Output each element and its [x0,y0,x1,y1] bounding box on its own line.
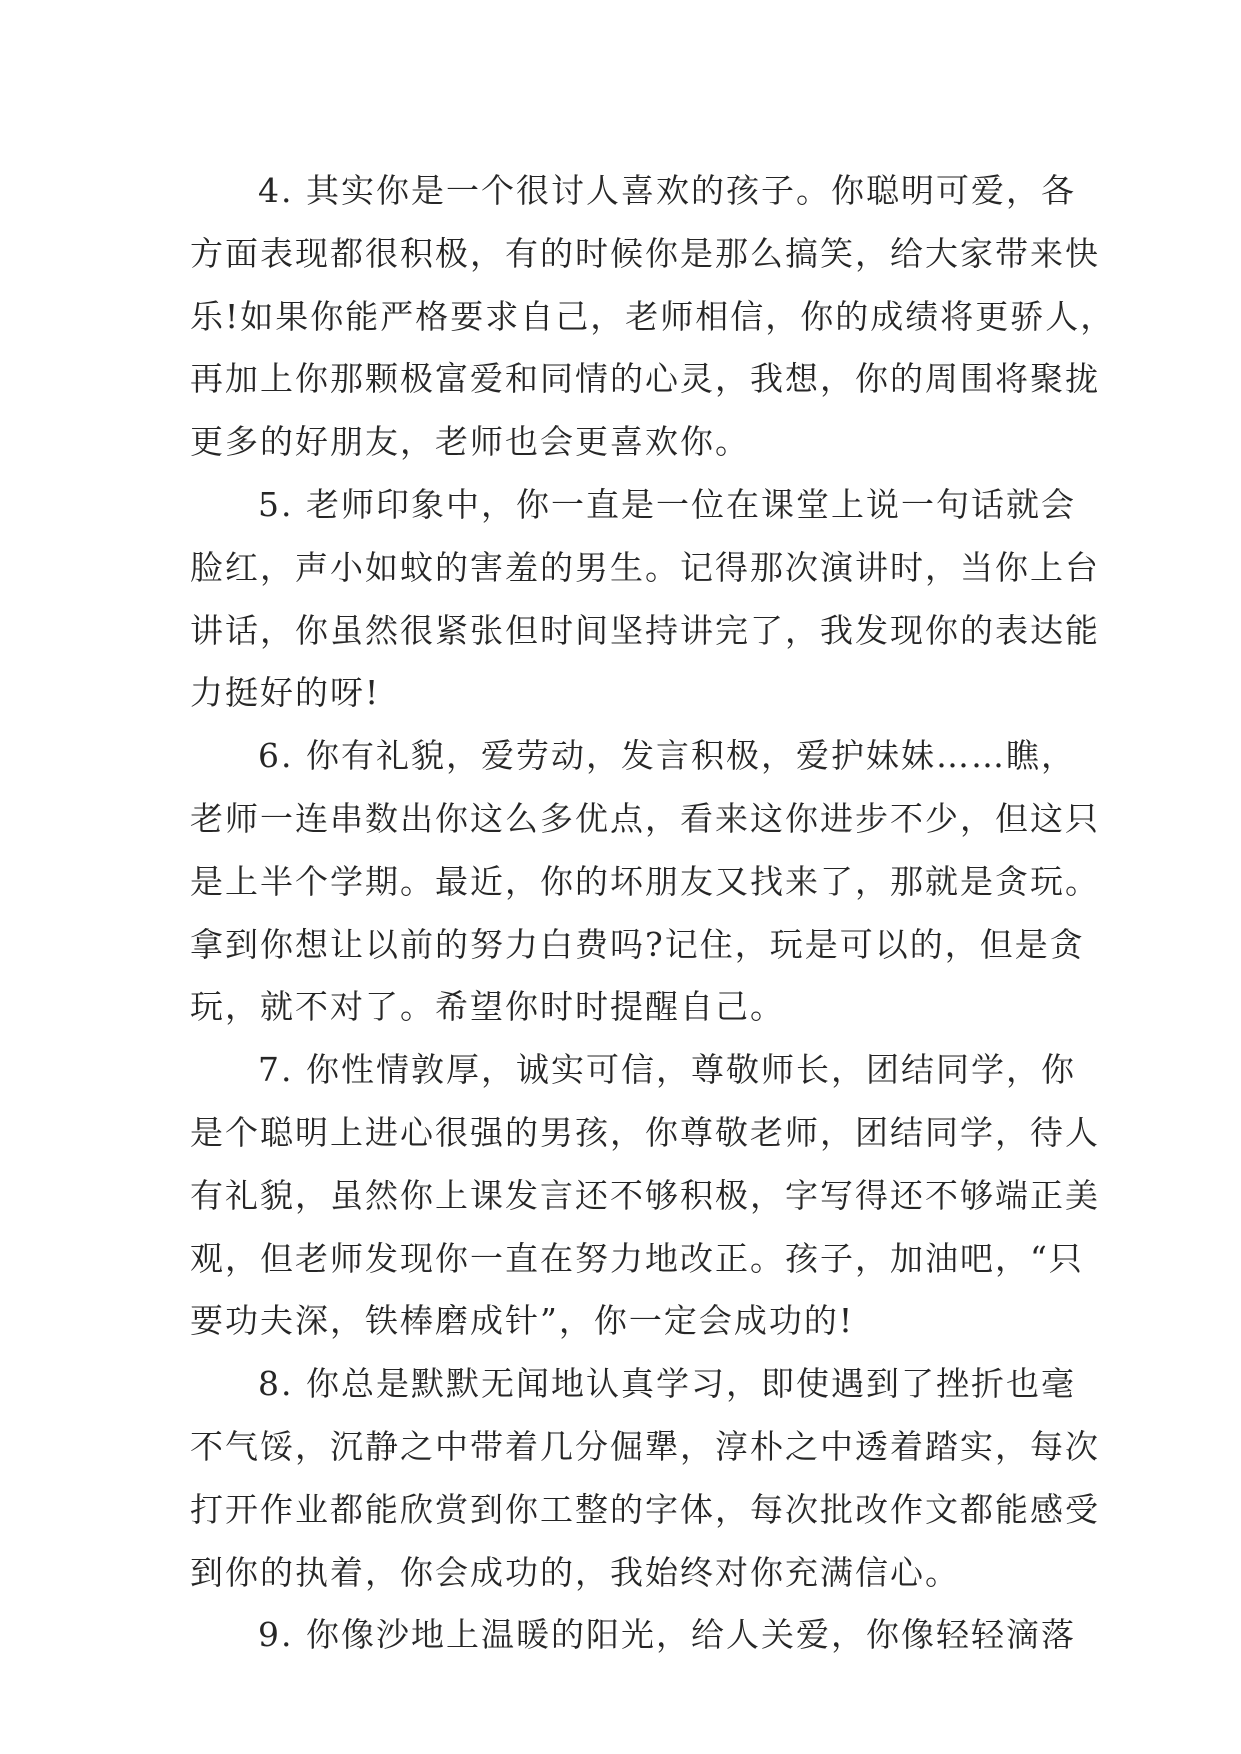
paragraph-line: 再加上你那颗极富爱和同情的心灵，我想，你的周围将聚拢 [190,359,1100,399]
paragraph-line: 4. 其实你是一个很讨人喜欢的孩子。你聪明可爱，各 [258,171,1076,210]
paragraph-line: 不气馁，沉静之中带着几分倔犟，淳朴之中透着踏实，每次 [190,1426,1100,1466]
paragraph-line: 脸红，声小如蚊的害羞的男生。记得那次演讲时，当你上台 [190,547,1100,587]
paragraph-line: 8. 你总是默默无闻地认真学习，即使遇到了挫折也毫 [258,1364,1076,1404]
paragraph-line: 7. 你性情敦厚，诚实可信，尊敬师长，团结同学，你 [258,1050,1076,1090]
paragraph-6 [190,725,1100,1039]
paragraph-line: 力挺好的呀! [190,673,381,713]
paragraph-line: 有礼貌，虽然你上课发言还不够积极，字写得还不够端正美 [190,1175,1100,1215]
paragraph-line: 老师一连串数出你这么多优点，看来这你进步不少，但这只 [190,798,1100,838]
paragraph-line: 玩，就不对了。希望你时时提醒自己。 [190,987,785,1027]
paragraph-line: 讲话，你虽然很紧张但时间坚持讲完了，我发现你的表达能 [190,610,1100,650]
paragraph-9 [190,1604,1076,1667]
paragraph-line: 5. 老师印象中，你一直是一位在课堂上说一句话就会 [258,484,1076,524]
paragraph-line: 9. 你像沙地上温暖的阳光，给人关爱，你像轻轻滴落 [258,1615,1076,1655]
paragraph-5 [190,474,1100,725]
paragraph-line: 打开作业都能欣赏到你工整的字体，每次批改作文都能感受 [190,1489,1100,1529]
paragraph-7 [190,1039,1100,1353]
paragraph-line: 要功夫深，铁棒磨成针”，你一定会成功的! [190,1301,855,1341]
paragraph-line: 方面表现都很积极，有的时候你是那么搞笑，给大家带来快 [190,233,1100,273]
document-body [190,160,1116,1667]
paragraph-line: 乐!如果你能严格要求自己，老师相信，你的成绩将更骄人， [190,296,1116,336]
paragraph-line: 是个聪明上进心很强的男孩，你尊敬老师，团结同学，待人 [190,1112,1100,1152]
paragraph-line: 观，但老师发现你一直在努力地改正。孩子，加油吧，“只 [190,1238,1084,1278]
paragraph-line: 6. 你有礼貌，爱劳动，发言积极，爱护妹妹……瞧， [258,736,1076,776]
paragraph-4 [190,160,1116,474]
paragraph-line: 拿到你想让以前的努力白费吗?记住，玩是可以的，但是贪 [190,924,1085,964]
paragraph-line: 到你的执着，你会成功的，我始终对你充满信心。 [190,1552,960,1592]
paragraph-line: 是上半个学期。最近，你的坏朋友又找来了，那就是贪玩。 [190,861,1100,901]
paragraph-line: 更多的好朋友，老师也会更喜欢你。 [190,422,750,462]
paragraph-8 [190,1353,1100,1604]
